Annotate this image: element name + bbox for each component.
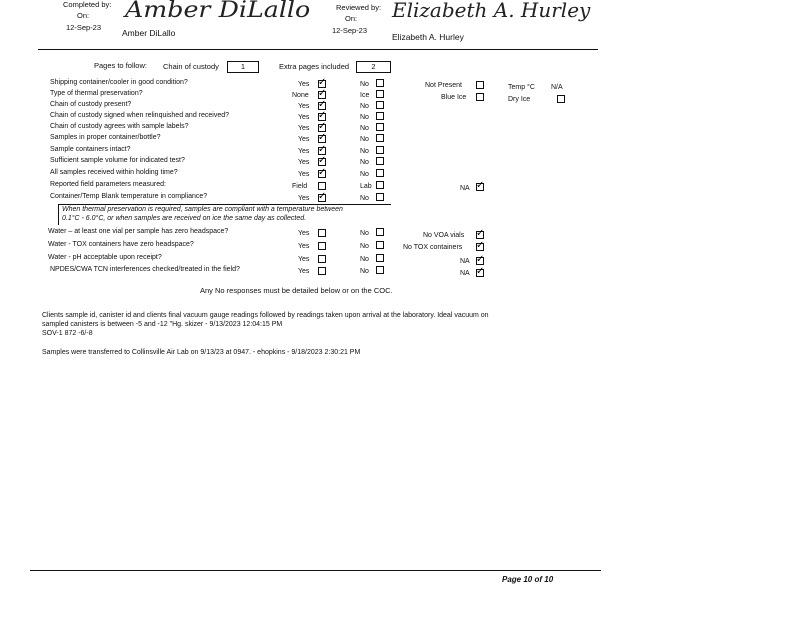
- thermal-note-line2: 0.1°C - 6.0°C, or when samples are received on ice the same day as collected.: [62, 215, 307, 222]
- option-1-checkbox[interactable]: [318, 102, 326, 110]
- completed-on-label: On:: [77, 11, 90, 20]
- completed-by-label: Completed by:: [63, 0, 112, 9]
- extra-pages-count: 2: [356, 61, 391, 73]
- option-2-checkbox[interactable]: [376, 79, 384, 87]
- option-1-label: Yes: [298, 256, 310, 263]
- no-voa-label: No VOA vials: [423, 232, 465, 239]
- footer-divider: [30, 570, 601, 571]
- checklist-question: Container/Temp Blank temperature in compliance?: [50, 193, 208, 200]
- option-1-label: Yes: [298, 171, 310, 178]
- option-1-checkbox[interactable]: [318, 194, 326, 202]
- option-2-label: No: [360, 114, 369, 121]
- checklist-question: Water – at least one vial per sample has zero headspace?: [48, 228, 229, 235]
- option-2-checkbox[interactable]: [376, 123, 384, 131]
- option-1-checkbox[interactable]: [318, 91, 326, 99]
- option-1-label: Yes: [298, 230, 310, 237]
- checklist-question: Chain of custody agrees with sample labels?: [50, 123, 189, 130]
- checklist-question: Type of thermal preservation?: [50, 90, 143, 97]
- option-1-label: Yes: [298, 148, 310, 155]
- option-2-checkbox[interactable]: [376, 241, 384, 249]
- checklist-question: Water - pH acceptable upon receipt?: [48, 254, 162, 261]
- field-na-label: NA: [460, 185, 470, 192]
- option-2-checkbox[interactable]: [376, 254, 384, 262]
- option-1-label: Yes: [298, 136, 310, 143]
- option-1-label: Yes: [298, 114, 310, 121]
- page-number: Page 10 of 10: [502, 575, 554, 584]
- option-2-label: No: [360, 125, 369, 132]
- not-present-checkbox[interactable]: [476, 81, 484, 89]
- extra-pages-label: Extra pages included: [279, 62, 350, 71]
- ph-na-label: NA: [460, 258, 470, 265]
- option-2-checkbox[interactable]: [376, 228, 384, 236]
- checklist-question: Chain of custody present?: [50, 101, 132, 108]
- header-divider: [38, 49, 598, 50]
- checklist-question: NPDES/CWA TCN interferences checked/treated in the field?: [50, 266, 240, 273]
- option-2-label: No: [360, 195, 369, 202]
- reviewed-by-label: Reviewed by:: [336, 3, 382, 12]
- option-1-label: Yes: [298, 268, 310, 275]
- completed-name: Amber DiLallo: [122, 28, 176, 38]
- option-1-label: Yes: [298, 81, 310, 88]
- option-2-checkbox[interactable]: [376, 112, 384, 120]
- option-2-checkbox[interactable]: [376, 169, 384, 177]
- no-tox-label: No TOX containers: [403, 244, 463, 251]
- field-na-checkbox[interactable]: [476, 183, 484, 191]
- any-no-instruction: Any No responses must be detailed below or on the COC.: [200, 286, 393, 295]
- option-2-checkbox[interactable]: [376, 193, 384, 201]
- option-2-checkbox[interactable]: [376, 101, 384, 109]
- option-2-label: No: [360, 81, 369, 88]
- comment-1-line3: SOV-1 872 -6/-8: [42, 330, 93, 337]
- temp-label: Temp °C: [508, 84, 535, 91]
- option-2-label: No: [360, 103, 369, 110]
- option-1-checkbox[interactable]: [318, 242, 326, 250]
- dry-ice-label: Dry Ice: [508, 96, 531, 103]
- reviewed-on-label: On:: [345, 14, 358, 23]
- option-1-label: Yes: [298, 195, 310, 202]
- dry-ice-checkbox[interactable]: [557, 95, 565, 103]
- thermal-note-line1: When thermal preservation is required, samples are compliant with a temperature between: [62, 206, 343, 213]
- blue-ice-checkbox[interactable]: [476, 93, 484, 101]
- checklist-question: Water - TOX containers have zero headspace?: [48, 241, 194, 248]
- option-1-checkbox[interactable]: [318, 124, 326, 132]
- option-1-checkbox[interactable]: [318, 158, 326, 166]
- reviewed-name: Elizabeth A. Hurley: [392, 32, 464, 42]
- option-1-checkbox[interactable]: [318, 255, 326, 263]
- checklist-question: Shipping container/cooler in good condition?: [50, 79, 188, 86]
- option-2-label: Lab: [360, 183, 372, 190]
- comment-1-line2: sampled canisters is between -5 and -12 "Hg. skizer - 9/13/2023 12:04:15 PM: [42, 321, 283, 328]
- reviewed-date: 12-Sep-23: [332, 26, 368, 35]
- option-2-label: No: [360, 256, 369, 263]
- option-1-checkbox[interactable]: [318, 170, 326, 178]
- blue-ice-label: Blue Ice: [441, 94, 467, 101]
- comment-2: Samples were transferred to Collinsville Air Lab on 9/13/23 at 0947. - ehopkins - 9/18/2023 2:30:21 PM: [42, 349, 361, 356]
- option-2-checkbox[interactable]: [376, 266, 384, 274]
- option-2-label: No: [360, 136, 369, 143]
- option-2-checkbox[interactable]: [376, 90, 384, 98]
- option-2-label: No: [360, 171, 369, 178]
- completed-signature: Amber DiLallo: [125, 0, 311, 23]
- completed-date: 12-Sep-23: [66, 23, 102, 32]
- option-1-label: Yes: [298, 159, 310, 166]
- checklist-question: Sample containers intact?: [50, 146, 131, 153]
- option-2-label: Ice: [360, 92, 370, 99]
- option-2-checkbox[interactable]: [376, 146, 384, 154]
- not-present-label: Not Present: [425, 82, 462, 89]
- no-tox-checkbox[interactable]: [476, 243, 484, 251]
- option-2-checkbox[interactable]: [376, 134, 384, 142]
- option-1-checkbox[interactable]: [318, 182, 326, 190]
- chain-of-custody-label: Chain of custody: [163, 62, 219, 71]
- tcn-na-checkbox[interactable]: [476, 269, 484, 277]
- option-2-label: No: [360, 148, 369, 155]
- option-1-checkbox[interactable]: [318, 267, 326, 275]
- option-2-label: No: [360, 243, 369, 250]
- option-1-checkbox[interactable]: [318, 113, 326, 121]
- option-2-checkbox[interactable]: [376, 181, 384, 189]
- option-2-label: No: [360, 230, 369, 237]
- reviewed-signature: Elizabeth A. Hurley: [392, 0, 591, 22]
- option-1-label: Yes: [298, 125, 310, 132]
- chain-of-custody-count: 1: [227, 61, 259, 73]
- option-1-checkbox[interactable]: [318, 80, 326, 88]
- checklist-question: Reported field parameters measured:: [50, 181, 166, 188]
- checklist-question: Sufficient sample volume for indicated test?: [50, 157, 185, 164]
- option-1-checkbox[interactable]: [318, 135, 326, 143]
- option-2-checkbox[interactable]: [376, 157, 384, 165]
- checklist-question: All samples received within holding time?: [50, 169, 178, 176]
- option-2-label: No: [360, 159, 369, 166]
- temp-value: N/A: [551, 84, 563, 91]
- option-1-checkbox[interactable]: [318, 147, 326, 155]
- option-1-label: Field: [292, 183, 308, 190]
- no-voa-checkbox[interactable]: [476, 231, 484, 239]
- comment-1-line1: Clients sample id, canister id and clients final vacuum gauge readings followed by readings taken upon arrival at the laboratory. Ideal vacuum on: [42, 312, 489, 319]
- option-1-label: None: [292, 92, 309, 99]
- tcn-na-label: NA: [460, 270, 470, 277]
- checklist-question: Chain of custody signed when relinquished and received?: [50, 112, 230, 119]
- ph-na-checkbox[interactable]: [476, 257, 484, 265]
- option-1-checkbox[interactable]: [318, 229, 326, 237]
- checklist-question: Samples in proper container/bottle?: [50, 134, 161, 141]
- option-1-label: Yes: [298, 243, 310, 250]
- option-2-label: No: [360, 268, 369, 275]
- pages-to-follow-label: Pages to follow:: [94, 61, 147, 70]
- option-1-label: Yes: [298, 103, 310, 110]
